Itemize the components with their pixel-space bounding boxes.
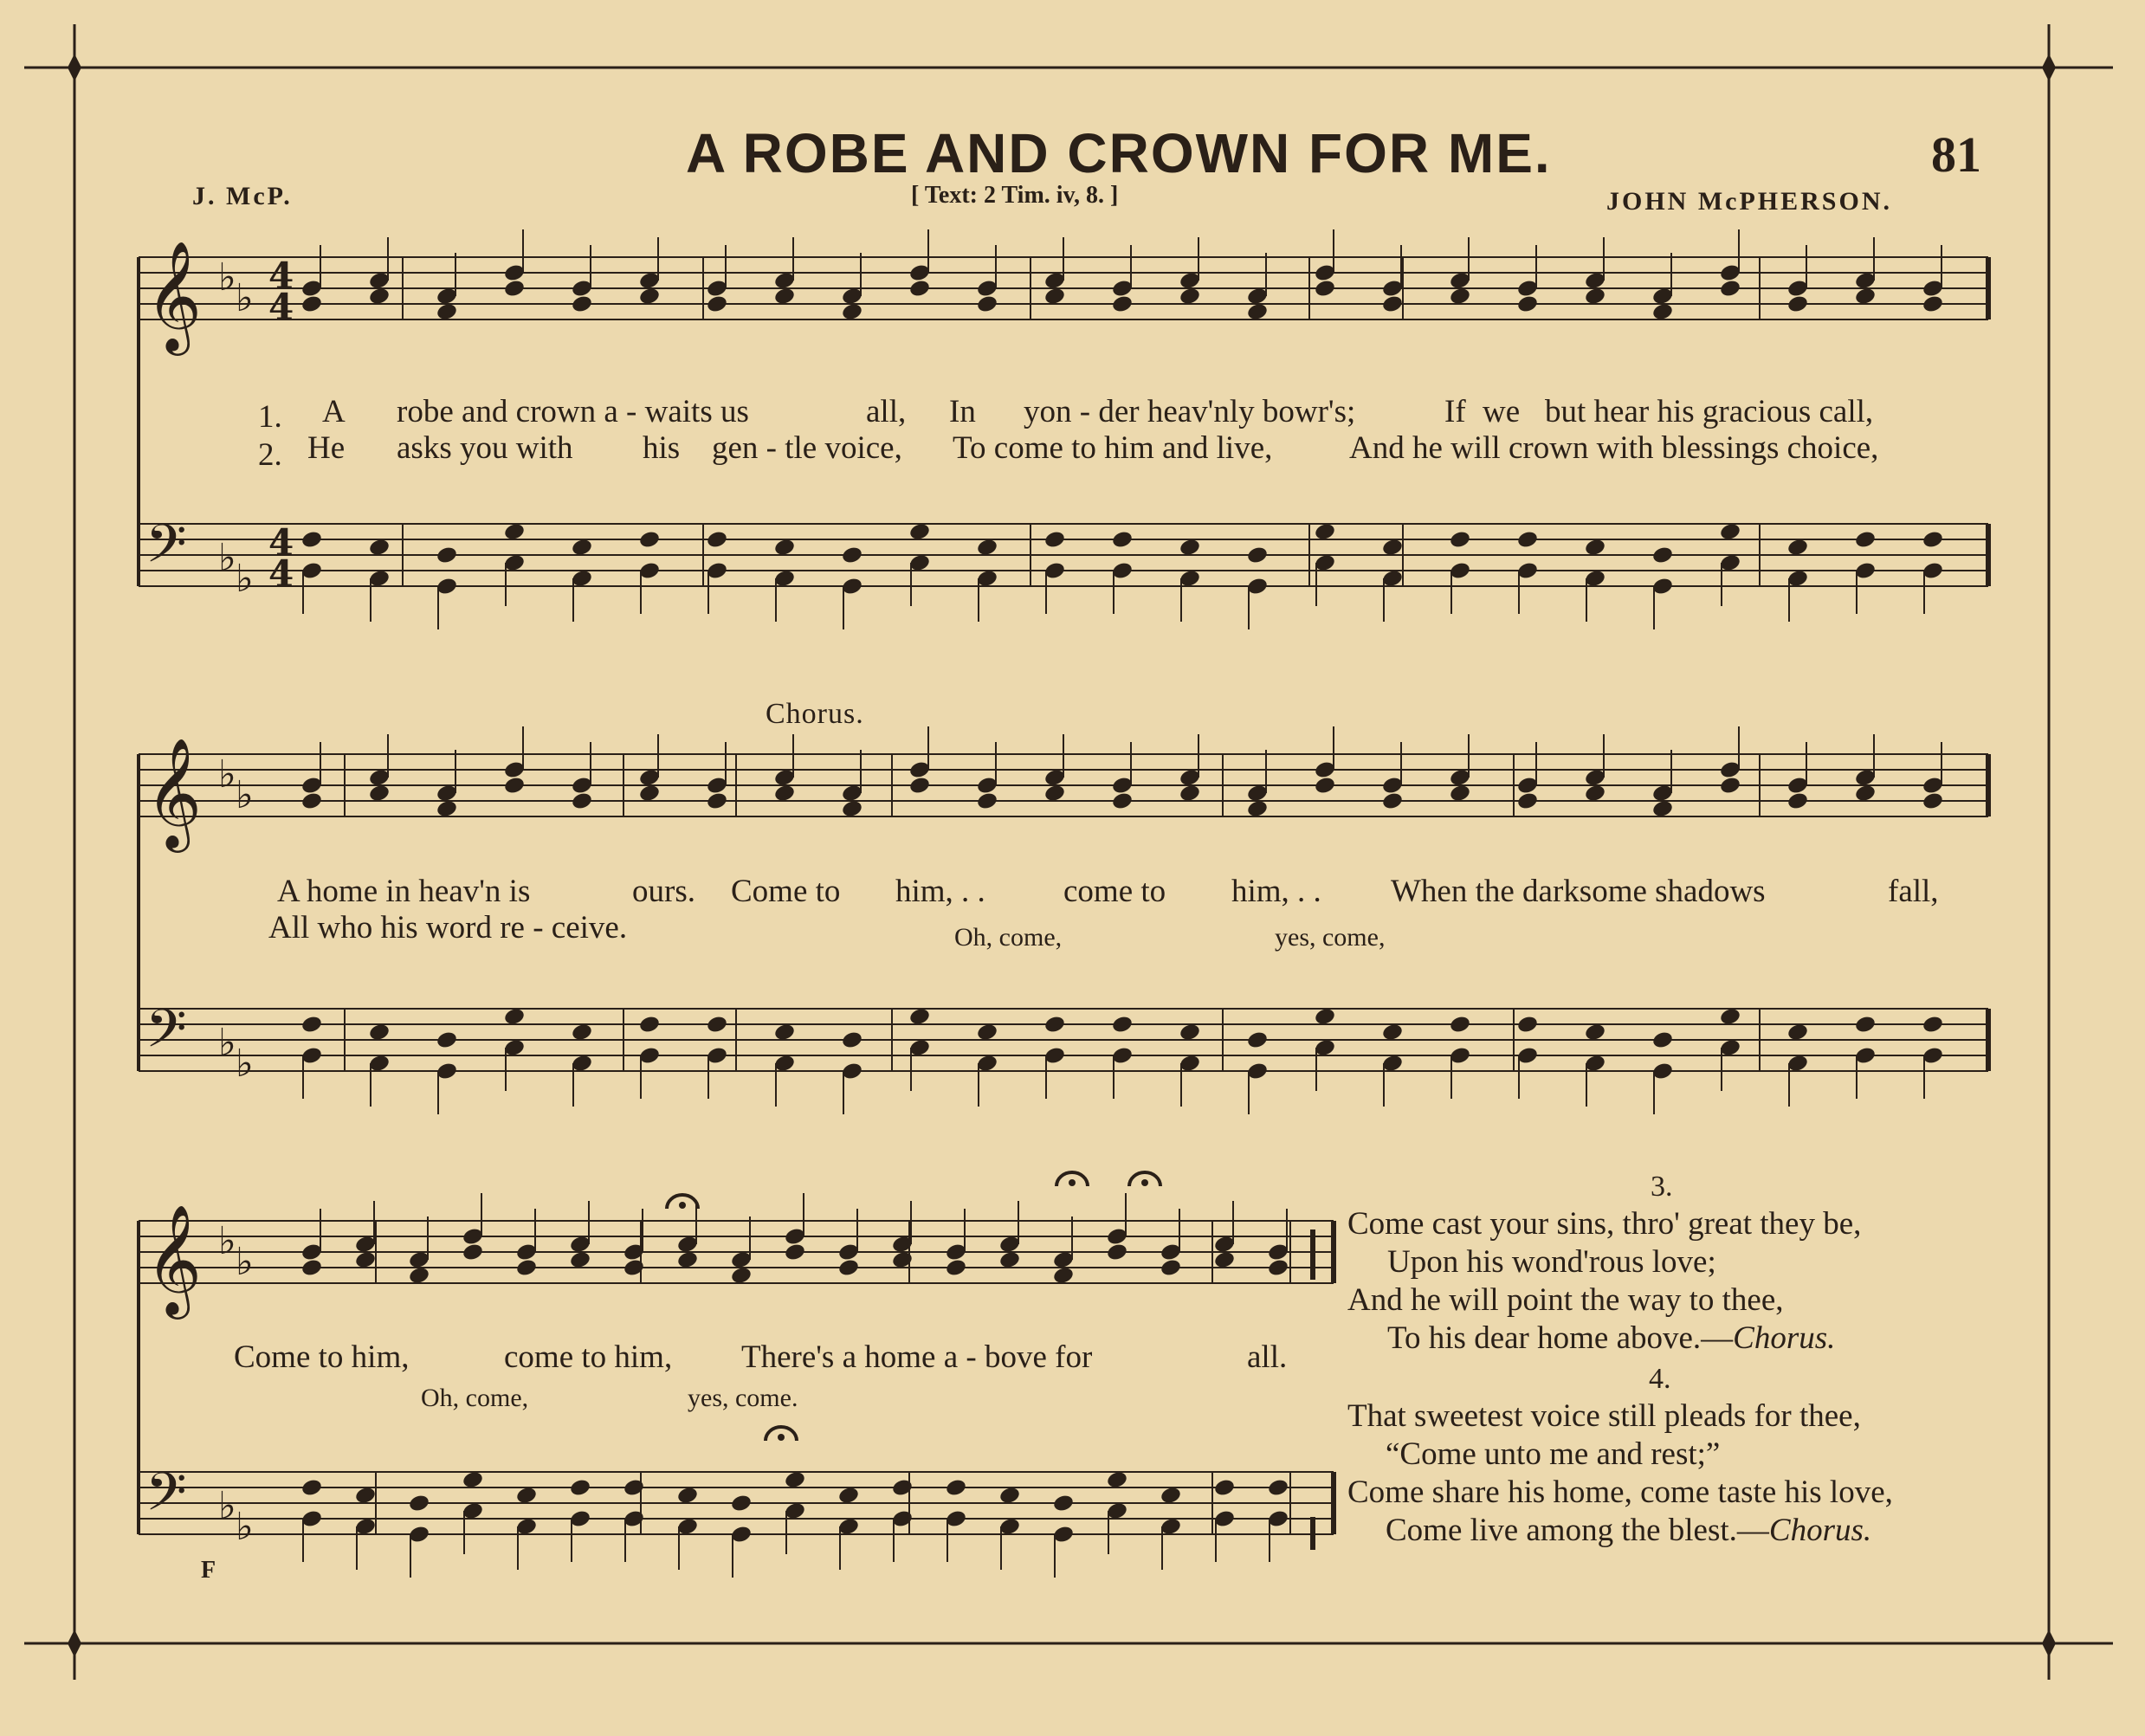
- note-head: [976, 1023, 998, 1042]
- note-head: [841, 799, 863, 819]
- time-signature: 4: [268, 255, 294, 297]
- note-head: [368, 287, 391, 307]
- note-head: [1179, 784, 1201, 803]
- key-signature-flat: ♭: [236, 1505, 254, 1549]
- fermata-dot: [1069, 1179, 1076, 1186]
- note-head: [837, 1258, 860, 1278]
- note-head: [354, 1250, 377, 1270]
- note-head: [638, 784, 661, 803]
- note-head: [1786, 294, 1809, 314]
- note-head: [1111, 530, 1134, 550]
- chorus-line1-text: fall,: [1888, 874, 1939, 909]
- echo-yes-come: yes, come,: [1275, 923, 1386, 952]
- chorus-line2-text: All who his word re - ceive.: [268, 910, 628, 945]
- note-head: [891, 1250, 914, 1270]
- publisher-mark: F: [201, 1557, 216, 1584]
- note-head: [436, 1030, 458, 1050]
- note-head: [1314, 776, 1336, 796]
- chorus-line1-text: When the darksome shadows: [1391, 874, 1766, 909]
- note-head: [706, 1015, 728, 1035]
- note-head: [1246, 545, 1269, 565]
- note-head: [300, 294, 323, 314]
- note-head: [638, 287, 661, 307]
- chorus-label: Chorus.: [766, 698, 864, 730]
- note-head: [515, 1258, 538, 1278]
- note-head: [503, 776, 526, 796]
- note-head: [1719, 1007, 1741, 1027]
- note-head: [1786, 1023, 1809, 1042]
- verse1-syllable: yon - der heav'nly bowr's;: [1024, 394, 1356, 429]
- verse2-syllable: And he will crown with blessings choice,: [1349, 430, 1879, 466]
- note-head: [1584, 538, 1606, 558]
- verse2-syllable: To come to him and live,: [953, 430, 1273, 466]
- key-signature-flat: ♭: [236, 1240, 254, 1284]
- note-head: [1052, 1494, 1075, 1513]
- note-head: [1449, 530, 1471, 550]
- echo-oh-come: Oh, come,: [954, 923, 1063, 952]
- note-head: [503, 522, 526, 542]
- verse4-line: Come share his home, come taste his love,: [1347, 1475, 1893, 1510]
- note-head: [1314, 1007, 1336, 1027]
- chorus-line1-text: come to: [1063, 874, 1166, 909]
- note-head: [1179, 287, 1201, 307]
- verse4-line: “Come unto me and rest;”: [1386, 1436, 1721, 1472]
- composer-credit: JOHN McPHERSON.: [1606, 187, 1892, 216]
- verse4-line: [1386, 1512, 1871, 1549]
- key-signature-flat: ♭: [236, 773, 254, 817]
- note-head: [300, 791, 323, 811]
- treble-clef: 𝄞: [145, 240, 203, 351]
- note-head: [976, 538, 998, 558]
- key-signature-flat: ♭: [236, 276, 254, 320]
- note-head: [837, 1486, 860, 1506]
- note-head: [571, 294, 593, 314]
- note-head: [1786, 538, 1809, 558]
- note-head: [1719, 279, 1741, 299]
- note-head: [638, 1015, 661, 1035]
- note-head: [945, 1478, 967, 1498]
- note-head: [623, 1258, 645, 1278]
- note-head: [1516, 791, 1539, 811]
- note-head: [1719, 776, 1741, 796]
- note-head: [1381, 1023, 1404, 1042]
- verse1-number: 1.: [258, 399, 282, 435]
- note-head: [1314, 522, 1336, 542]
- note-head: [1922, 1015, 1944, 1035]
- note-head: [368, 538, 391, 558]
- note-head: [1854, 287, 1877, 307]
- note-head: [1267, 1478, 1289, 1498]
- treble-clef: 𝄞: [145, 1204, 203, 1314]
- corner-ornament: [2042, 1630, 2056, 1657]
- note-head: [998, 1486, 1021, 1506]
- note-head: [1111, 791, 1134, 811]
- note-head: [503, 279, 526, 299]
- note-head: [1449, 784, 1471, 803]
- note-head: [908, 279, 931, 299]
- note-head: [1179, 1023, 1201, 1042]
- note-head: [1922, 294, 1944, 314]
- time-signature: 4: [268, 286, 294, 328]
- note-head: [1786, 791, 1809, 811]
- note-head: [638, 530, 661, 550]
- note-head: [908, 522, 931, 542]
- key-signature-flat: ♭: [236, 557, 254, 601]
- note-head: [503, 1007, 526, 1027]
- system3-text: Come to him,: [234, 1339, 410, 1375]
- note-head: [1246, 799, 1269, 819]
- verse1-syllable: but hear his gracious call,: [1545, 394, 1874, 429]
- key-signature-flat: ♭: [218, 1021, 236, 1065]
- chorus-line1-text: ours.: [632, 874, 695, 909]
- note-head: [300, 1258, 323, 1278]
- note-head: [1160, 1486, 1182, 1506]
- note-head: [784, 1242, 806, 1262]
- note-head: [908, 1007, 931, 1027]
- note-head: [730, 1494, 753, 1513]
- note-head: [1213, 1250, 1236, 1270]
- note-head: [1111, 1015, 1134, 1035]
- note-head: [1043, 784, 1066, 803]
- note-head: [706, 530, 728, 550]
- note-head: [1106, 1242, 1128, 1262]
- note-head: [1043, 1015, 1066, 1035]
- note-head: [515, 1486, 538, 1506]
- chorus-line1-text: Come to: [731, 874, 841, 909]
- bass-clef: 𝄢: [145, 513, 187, 588]
- note-head: [1584, 784, 1606, 803]
- note-head: [354, 1486, 377, 1506]
- note-head: [1922, 791, 1944, 811]
- key-signature-flat: ♭: [218, 1484, 236, 1528]
- verse3-line: [1387, 1320, 1835, 1357]
- note-head: [1854, 1015, 1877, 1035]
- note-head: [706, 294, 728, 314]
- note-head: [841, 545, 863, 565]
- verse3-last-line: To his dear home above.—: [1387, 1320, 1734, 1356]
- verse4-number: 4.: [1649, 1363, 1671, 1395]
- note-head: [368, 1023, 391, 1042]
- note-head: [462, 1242, 484, 1262]
- verse3-line: And he will point the way to thee,: [1347, 1282, 1784, 1318]
- verse3-line: Come cast your sins, thro' great they be,: [1347, 1206, 1862, 1242]
- verse1-syllable: If: [1444, 394, 1466, 429]
- system3-text: come to him,: [504, 1339, 673, 1375]
- note-head: [462, 1470, 484, 1490]
- note-head: [1449, 1015, 1471, 1035]
- note-head: [571, 538, 593, 558]
- note-head: [773, 1023, 796, 1042]
- verse1-syllable: all,: [866, 394, 907, 429]
- note-head: [408, 1266, 430, 1286]
- chorus-line1-text: him, . .: [1231, 874, 1321, 909]
- note-head: [368, 784, 391, 803]
- echo-yes-come: yes, come.: [688, 1384, 798, 1412]
- note-head: [569, 1478, 591, 1498]
- note-head: [1213, 1478, 1236, 1498]
- time-signature: 4: [268, 552, 294, 595]
- verse2-syllable: gen - tle voice,: [712, 430, 902, 466]
- note-head: [300, 1015, 323, 1035]
- verse1-syllable: A: [322, 394, 346, 429]
- note-head: [1043, 287, 1066, 307]
- note-head: [891, 1478, 914, 1498]
- note-head: [773, 538, 796, 558]
- note-head: [1651, 1030, 1674, 1050]
- verse2-syllable: his: [643, 430, 681, 466]
- note-head: [1584, 287, 1606, 307]
- lyricist-credit: J. McP.: [192, 182, 293, 210]
- note-head: [841, 1030, 863, 1050]
- note-head: [1584, 1023, 1606, 1042]
- note-head: [1516, 294, 1539, 314]
- note-head: [1381, 538, 1404, 558]
- note-head: [676, 1486, 699, 1506]
- key-signature-flat: ♭: [236, 1042, 254, 1086]
- scripture-reference: [ Text: 2 Tim. iv, 8. ]: [911, 182, 1119, 209]
- chorus-line1-text: A home in heav'n is: [277, 874, 531, 909]
- note-head: [1179, 538, 1201, 558]
- note-head: [784, 1470, 806, 1490]
- fermata-dot: [679, 1202, 686, 1209]
- verse2-syllable: He: [307, 430, 346, 466]
- note-head: [408, 1494, 430, 1513]
- note-head: [1651, 545, 1674, 565]
- note-head: [1111, 294, 1134, 314]
- fermata-dot: [778, 1434, 785, 1441]
- note-head: [1516, 530, 1539, 550]
- note-head: [841, 302, 863, 322]
- time-signature: 4: [268, 521, 294, 564]
- verse3-line: Upon his wond'rous love;: [1387, 1244, 1716, 1280]
- corner-ornament: [68, 1630, 81, 1657]
- note-head: [1719, 522, 1741, 542]
- verse3-number: 3.: [1651, 1171, 1673, 1203]
- note-head: [945, 1258, 967, 1278]
- note-head: [1052, 1266, 1075, 1286]
- note-head: [976, 294, 998, 314]
- note-head: [1854, 784, 1877, 803]
- chorus-reference: Chorus.: [1768, 1513, 1872, 1548]
- verse2-number: 2.: [258, 437, 282, 473]
- key-signature-flat: ♭: [218, 1219, 236, 1263]
- treble-clef: 𝄞: [145, 737, 203, 848]
- verse4-last-line: Come live among the blest.—: [1386, 1513, 1769, 1548]
- verse1-syllable: we: [1483, 394, 1521, 429]
- note-head: [436, 302, 458, 322]
- note-head: [1449, 287, 1471, 307]
- note-head: [1160, 1258, 1182, 1278]
- verse1-syllable: robe and crown a - waits us: [397, 394, 749, 429]
- note-head: [1651, 799, 1674, 819]
- note-head: [569, 1250, 591, 1270]
- note-head: [1246, 302, 1269, 322]
- note-head: [571, 1023, 593, 1042]
- chorus-reference: Chorus.: [1733, 1320, 1836, 1356]
- note-head: [436, 799, 458, 819]
- verse2-syllable: asks you with: [397, 430, 573, 466]
- note-head: [1246, 1030, 1269, 1050]
- note-head: [1516, 1015, 1539, 1035]
- verse1-syllable: In: [949, 394, 976, 429]
- corner-ornament: [2042, 54, 2056, 81]
- note-head: [730, 1266, 753, 1286]
- note-head: [773, 784, 796, 803]
- bass-clef: 𝄢: [145, 998, 187, 1073]
- page-title: A ROBE AND CROWN FOR ME.: [686, 122, 1552, 184]
- verse4-line: That sweetest voice still pleads for thee,: [1347, 1398, 1861, 1434]
- note-head: [1922, 530, 1944, 550]
- system3-text: all.: [1247, 1339, 1288, 1375]
- chorus-line1-text: him, . .: [895, 874, 985, 909]
- note-head: [1267, 1258, 1289, 1278]
- key-signature-flat: ♭: [218, 536, 236, 580]
- note-head: [976, 791, 998, 811]
- note-head: [706, 791, 728, 811]
- note-head: [773, 287, 796, 307]
- system3-text: There's a home a - bove for: [741, 1339, 1093, 1375]
- key-signature-flat: ♭: [218, 752, 236, 797]
- note-head: [1381, 294, 1404, 314]
- note-head: [1381, 791, 1404, 811]
- note-head: [436, 545, 458, 565]
- corner-ornament: [68, 54, 81, 81]
- key-signature-flat: ♭: [218, 255, 236, 300]
- note-head: [571, 791, 593, 811]
- note-head: [908, 776, 931, 796]
- note-head: [1314, 279, 1336, 299]
- page-number: 81: [1931, 126, 1981, 183]
- note-head: [1651, 302, 1674, 322]
- fermata-dot: [1141, 1179, 1148, 1186]
- note-head: [998, 1250, 1021, 1270]
- note-head: [1043, 530, 1066, 550]
- note-head: [300, 1478, 323, 1498]
- note-head: [1854, 530, 1877, 550]
- bass-clef: 𝄢: [145, 1462, 187, 1536]
- note-head: [300, 530, 323, 550]
- note-head: [1106, 1470, 1128, 1490]
- note-head: [623, 1478, 645, 1498]
- echo-oh-come: Oh, come,: [421, 1384, 529, 1412]
- note-head: [676, 1250, 699, 1270]
